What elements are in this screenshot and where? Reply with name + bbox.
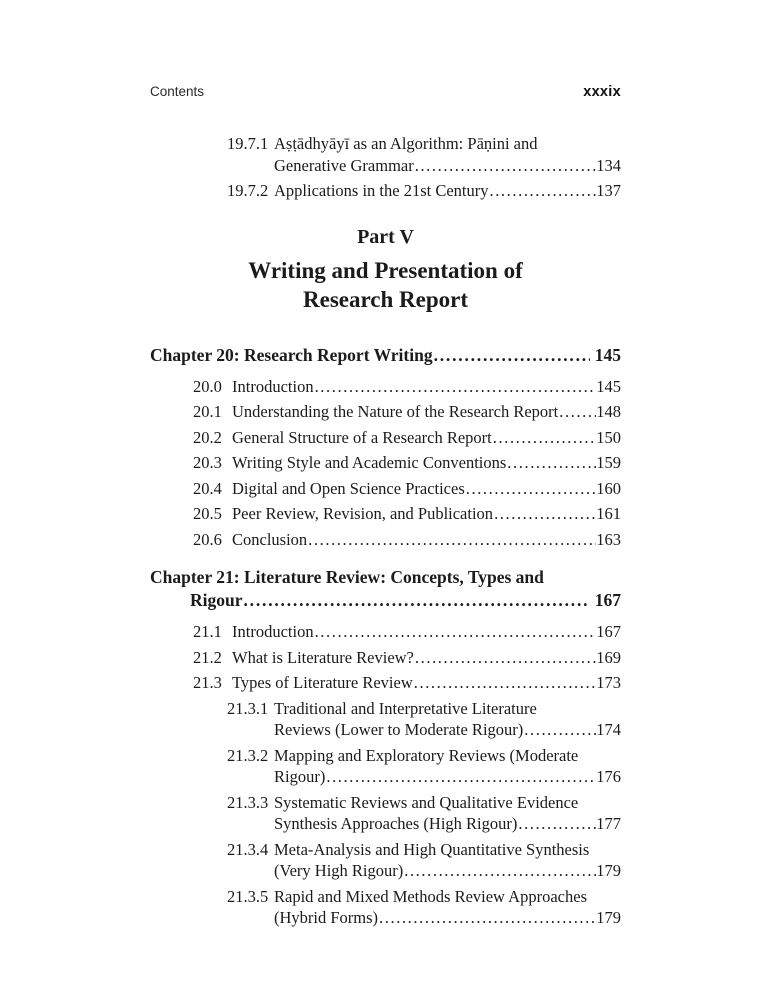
part-title-line: Writing and Presentation of [248,257,523,283]
chapter-heading [150,344,621,367]
entry-title-line: Mapping and Exploratory Reviews (Moderate [274,745,579,765]
toc-entry [227,698,621,741]
entry-number: 21.3.1 [227,698,269,718]
entry-title: General Structure of a Research Report [232,427,492,447]
entry-number: 21.3.3 [227,792,269,812]
entry-text [274,839,621,882]
contents-label: Contents [150,84,205,99]
chapter-page: 167 [594,590,621,610]
dot-leader [465,478,597,500]
entry-title: Introduction [232,376,314,396]
toc-entry [193,621,621,643]
toc-entry [193,647,621,669]
entry-page: 179 [596,908,621,927]
table-of-contents [150,133,621,929]
entry-page: 163 [596,529,621,549]
entry-title: Applications in the 21st Century [274,181,489,200]
entry-title-line: Synthesis Approaches (High Rigour) [274,814,518,833]
toc-entry [193,401,621,423]
entry-page: 169 [596,647,621,667]
entry-title: Digital and Open Science Practices [232,478,465,498]
entry-page: 137 [596,181,621,200]
entry-title-line: Rapid and Mixed Methods Review Approaches [274,886,587,906]
toc-entry [227,745,621,788]
entry-title: Peer Review, Revision, and Publication [232,504,494,523]
entry-title-line: Aṣṭādhyāyī as an Algorithm: Pāṇini and [274,134,538,153]
entry-number: 21.3.2 [227,745,269,765]
entry-title: Types of Literature Review [232,673,413,692]
entry-page: 160 [596,478,621,498]
entry-number: 20.2 [193,427,222,447]
entry-page: 167 [596,622,621,641]
entry-number: 20.5 [193,504,222,523]
entry-title-line: Rigour) [274,767,326,786]
toc-entry [193,376,621,398]
toc-entry [227,133,621,176]
entry-number: 21.3.5 [227,886,269,906]
chapter-page: 145 [594,344,621,365]
dot-leader [314,621,597,643]
toc-entry [227,180,621,202]
toc-entry [193,529,621,551]
part-title [150,256,621,314]
entry-page: 148 [596,402,621,421]
entry-page: 161 [596,504,621,523]
dot-leader [414,155,597,177]
entry-text [274,886,621,929]
chapter-20-sections [150,376,621,551]
chapter-21-block [150,566,621,929]
dot-leader [506,452,596,474]
entry-title: Understanding the Nature of the Research Report [232,402,559,421]
entry-title-line: Meta-Analysis and High Quantitative Synthesis [274,839,590,859]
dot-leader [492,427,596,449]
chapter-title: Chapter 20: Research Report Writing [150,344,433,365]
dot-leader [314,376,597,398]
entry-number: 19.7.2 [227,181,269,200]
entry-number: 21.1 [193,622,222,641]
dot-leader [517,813,596,835]
toc-entry [227,886,621,929]
toc-entry [193,672,621,694]
dot-leader [523,719,596,741]
entry-title-line: Traditional and Interpretative Literature [274,698,537,718]
entry-number: 20.6 [193,529,222,549]
entry-number: 20.1 [193,402,222,421]
entry-page: 159 [596,453,621,472]
dot-leader [493,503,596,525]
entry-title-line: Generative Grammar [274,155,414,175]
toc-entry [227,792,621,835]
dot-leader [414,647,596,669]
toc-entry [227,839,621,882]
entry-page: 150 [596,427,621,447]
entry-number: 20.3 [193,453,222,472]
dot-leader [433,344,590,367]
entry-title-line: Systematic Reviews and Qualitative Evidence [274,792,579,812]
entry-title-line: Reviews (Lower to Moderate Rigour) [274,720,524,739]
entry-title-line: (Very High Rigour) [274,861,404,880]
entry-page: 134 [596,155,621,175]
entry-page: 174 [596,720,621,739]
entry-title: Conclusion [232,529,308,549]
toc-entry [193,478,621,500]
dot-leader [403,860,596,882]
chapter-heading [190,589,621,612]
entry-page: 176 [596,767,621,786]
entry-number: 21.3.4 [227,839,269,859]
entry-number: 19.7.1 [227,134,269,153]
dot-leader [243,589,590,612]
entry-number: 20.0 [193,376,222,396]
dot-leader [488,180,596,202]
folio-page-number: xxxix [583,84,621,100]
entry-page: 177 [596,814,621,833]
entry-page: 145 [596,376,621,396]
entry-text [274,792,621,835]
entry-title: Introduction [232,622,314,641]
entry-title: What is Literature Review? [232,647,414,667]
entry-number: 21.3 [193,673,222,692]
entry-text [274,745,621,788]
toc-entry [193,503,621,525]
chapter-20-block [150,344,621,551]
part-label: Part V [357,225,414,248]
chapter-21-sections [150,621,621,929]
entry-number: 21.2 [193,647,222,667]
entry-number: 20.4 [193,478,222,498]
dot-leader [413,672,597,694]
entry-page: 179 [596,861,621,880]
entry-page: 173 [596,673,621,692]
dot-leader [325,766,596,788]
running-header [150,84,621,100]
dot-leader [378,907,596,929]
entry-title: Writing Style and Academic Conventions [232,453,507,472]
dot-leader [307,529,596,551]
entry-title-line: (Hybrid Forms) [274,908,379,927]
toc-entry [193,427,621,449]
entry-text [274,133,621,176]
chapter-title-line: Rigour [190,590,243,610]
chapter-title-line: Chapter 21: Literature Review: Concepts, Types and [150,567,544,587]
part-title-line: Research Report [303,286,468,312]
dot-leader [558,401,596,423]
page-content [150,84,621,933]
toc-entry [193,452,621,474]
entry-text [274,698,621,741]
